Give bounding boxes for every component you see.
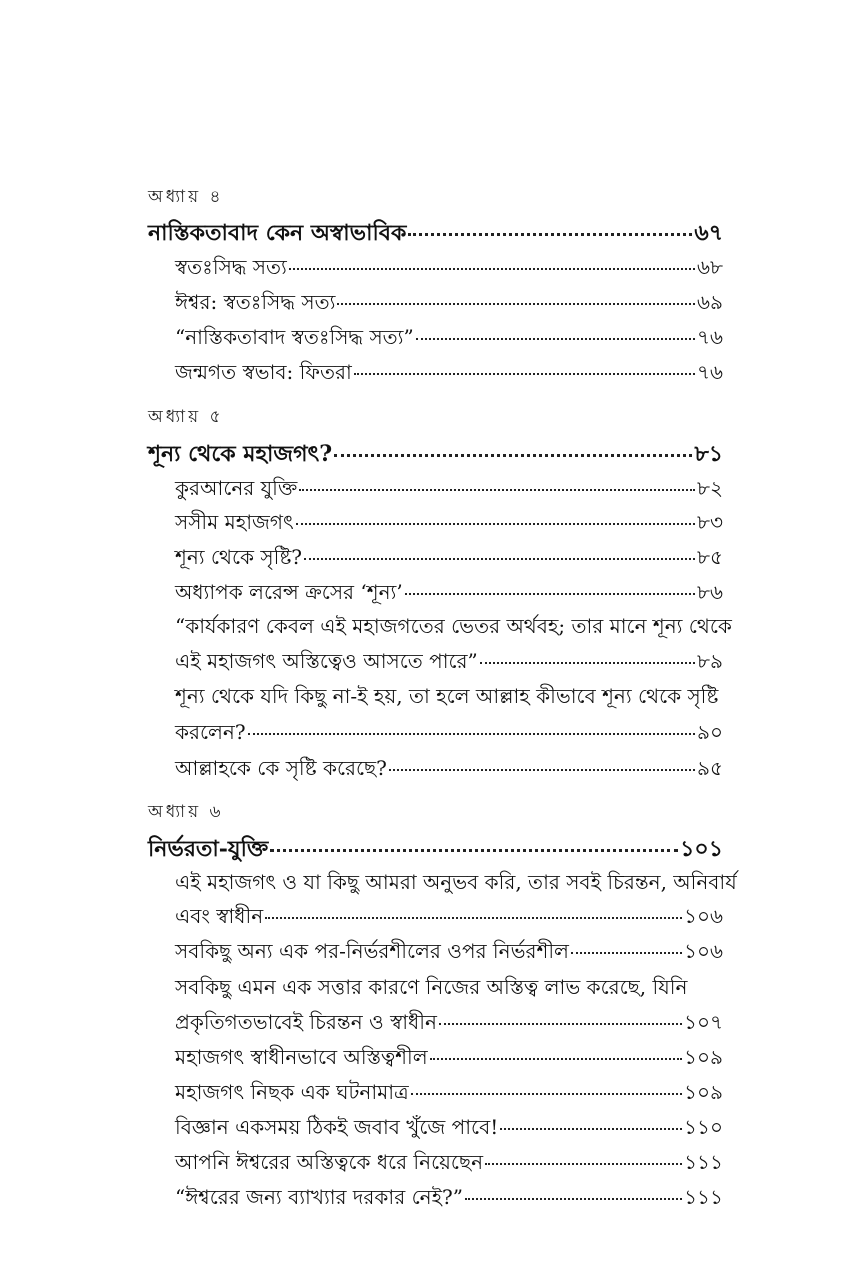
toc-entry[interactable]: [175, 754, 723, 787]
entry-title: জন্মগত স্বভাব: ফিতরা: [175, 360, 352, 384]
chapter-title-entry[interactable]: [148, 216, 723, 253]
entry-title: অধ্যাপক লরেন্স ক্রসের ‘শূন্য’: [175, 580, 403, 604]
entry-title: মহাজগৎ স্বাধীনভাবে অস্তিত্বশীল: [175, 1045, 428, 1069]
page-number: ৮৯: [697, 649, 723, 673]
toc-entry[interactable]: [175, 474, 723, 507]
entry-title: করলেন?: [175, 720, 246, 744]
page-number: ৬৮: [697, 255, 723, 279]
dot-leader: [411, 1093, 682, 1095]
dot-leader: [430, 1058, 682, 1060]
chapter-title-entry[interactable]: [148, 832, 723, 869]
dot-leader: [265, 917, 682, 919]
page-number: ১০৬: [684, 904, 723, 928]
toc-entry-first-line: শূন্য থেকে যদি কিছু না-ই হয়, তা হলে আল্লাহ কীভাবে শূন্য থেকে সৃষ্টি: [175, 684, 719, 708]
entry-title: নাস্তিকতাবাদ কেন অস্বাভাবিক: [148, 220, 407, 246]
page-number: ৮২: [697, 476, 723, 500]
dot-leader: [416, 338, 695, 340]
page-number: ১০৯: [684, 1080, 723, 1104]
toc-entry[interactable]: [175, 937, 723, 970]
dot-leader: [500, 1128, 682, 1130]
entry-title: “নাস্তিকতাবাদ স্বতঃসিদ্ধ সত্য”: [175, 325, 414, 349]
page-number: ৮১: [694, 441, 723, 467]
page-number: ৮৫: [697, 545, 723, 569]
toc-entry[interactable]: [175, 358, 723, 391]
entry-title: সসীম মহাজগৎ: [175, 510, 294, 534]
chapter-label: অধ্যায় ৫: [148, 407, 224, 427]
page-number: ৬৭: [694, 220, 723, 246]
dot-leader: [465, 1198, 682, 1200]
toc-entry[interactable]: [175, 1043, 723, 1076]
toc-entry-first-line: সবকিছু এমন এক সত্তার কারণে নিজের অস্তিত্ব লাভ করেছে, যিনি: [175, 975, 688, 999]
entry-title: বিজ্ঞান একসময় ঠিকই জবাব খুঁজে পাবে!: [175, 1115, 499, 1139]
dot-leader: [299, 489, 695, 491]
dot-leader: [289, 268, 695, 270]
entry-title: নির্ভরতা-যুক্তি: [148, 836, 269, 862]
toc-entry[interactable]: [175, 647, 723, 680]
entry-title: আল্লাহকে কে সৃষ্টি করেছে?: [175, 756, 387, 780]
page-number: ৭৬: [696, 325, 723, 349]
entry-title: স্বতঃসিদ্ধ সত্য: [175, 255, 287, 279]
dot-leader: [334, 454, 692, 457]
toc-entry[interactable]: [175, 1078, 723, 1111]
toc-entry[interactable]: [175, 902, 723, 935]
dot-leader: [405, 593, 695, 595]
dot-leader: [480, 662, 695, 664]
page-number: ১০৭: [684, 1010, 723, 1034]
entry-title: মহাজগৎ নিছক এক ঘটনামাত্র: [175, 1080, 409, 1104]
dot-leader: [337, 303, 695, 305]
page-number: ১০৯: [684, 1045, 723, 1069]
dot-leader: [248, 733, 695, 735]
toc-entry[interactable]: [175, 323, 723, 356]
chapter-label: অধ্যায় ৪: [148, 187, 224, 207]
dot-leader: [408, 233, 692, 236]
entry-title: আপনি ঈশ্বরের অস্তিত্বকে ধরে নিয়েছেন: [175, 1150, 484, 1174]
page-number: ১০১: [680, 836, 723, 862]
chapter-label: অধ্যায় ৬: [148, 802, 224, 822]
chapter-title-entry[interactable]: [148, 437, 723, 474]
page-number: ৯৫: [697, 756, 723, 780]
dot-leader: [270, 849, 678, 852]
page-number: ৮৩: [697, 510, 723, 534]
toc-entry[interactable]: [175, 578, 723, 611]
toc-entry[interactable]: [175, 1183, 723, 1216]
toc-entry-first-line: “কার্যকারণ কেবল এই মহাজগতের ভেতর অর্থবহ; তার মানে শূন্য থেকে: [175, 614, 732, 638]
page-number: ৬৯: [697, 290, 723, 314]
page-number: ৯০: [697, 720, 723, 744]
toc-entry[interactable]: [175, 543, 723, 576]
entry-title: এবং স্বাধীন: [175, 904, 264, 928]
entry-title: প্রকৃতিগতভাবেই চিরন্তন ও স্বাধীন: [175, 1010, 437, 1034]
toc-entry[interactable]: [175, 288, 723, 321]
entry-title: এই মহাজগৎ অস্তিত্বেও আসতে পারে”: [175, 649, 478, 673]
page-number: ৭৬: [696, 360, 723, 384]
toc-entry[interactable]: [175, 253, 723, 286]
dot-leader: [354, 373, 695, 375]
page-number: ১১১: [684, 1185, 723, 1209]
page-number: ১১০: [684, 1115, 723, 1139]
page-number: ৮৬: [697, 580, 723, 604]
page-number: ১১১: [684, 1150, 723, 1174]
entry-title: ঈশ্বর: স্বতঃসিদ্ধ সত্য: [175, 290, 336, 314]
entry-title: সবকিছু অন্য এক পর-নির্ভরশীলের ওপর নির্ভরশীল: [175, 939, 569, 963]
entry-title: কুরআনের যুক্তি: [175, 476, 298, 500]
dot-leader: [485, 1163, 682, 1165]
dot-leader: [304, 558, 695, 560]
dot-leader: [571, 952, 682, 954]
page-number: ১০৬: [684, 939, 723, 963]
dot-leader: [439, 1023, 682, 1025]
toc-entry[interactable]: [175, 1008, 723, 1041]
toc-entry[interactable]: [175, 1113, 723, 1146]
entry-title: শূন্য থেকে সৃষ্টি?: [175, 545, 303, 569]
toc-entry-first-line: এই মহাজগৎ ও যা কিছু আমরা অনুভব করি, তার সবই চিরন্তন, অনিবার্য: [175, 870, 737, 894]
entry-title: “ঈশ্বরের জন্য ব্যাখ্যার দরকার নেই?”: [175, 1185, 463, 1209]
entry-title: শূন্য থেকে মহাজগৎ?: [148, 441, 333, 467]
dot-leader: [389, 769, 695, 771]
dot-leader: [296, 523, 695, 525]
toc-entry[interactable]: [175, 1148, 723, 1181]
toc-entry[interactable]: [175, 508, 723, 541]
toc-entry[interactable]: [175, 718, 723, 751]
